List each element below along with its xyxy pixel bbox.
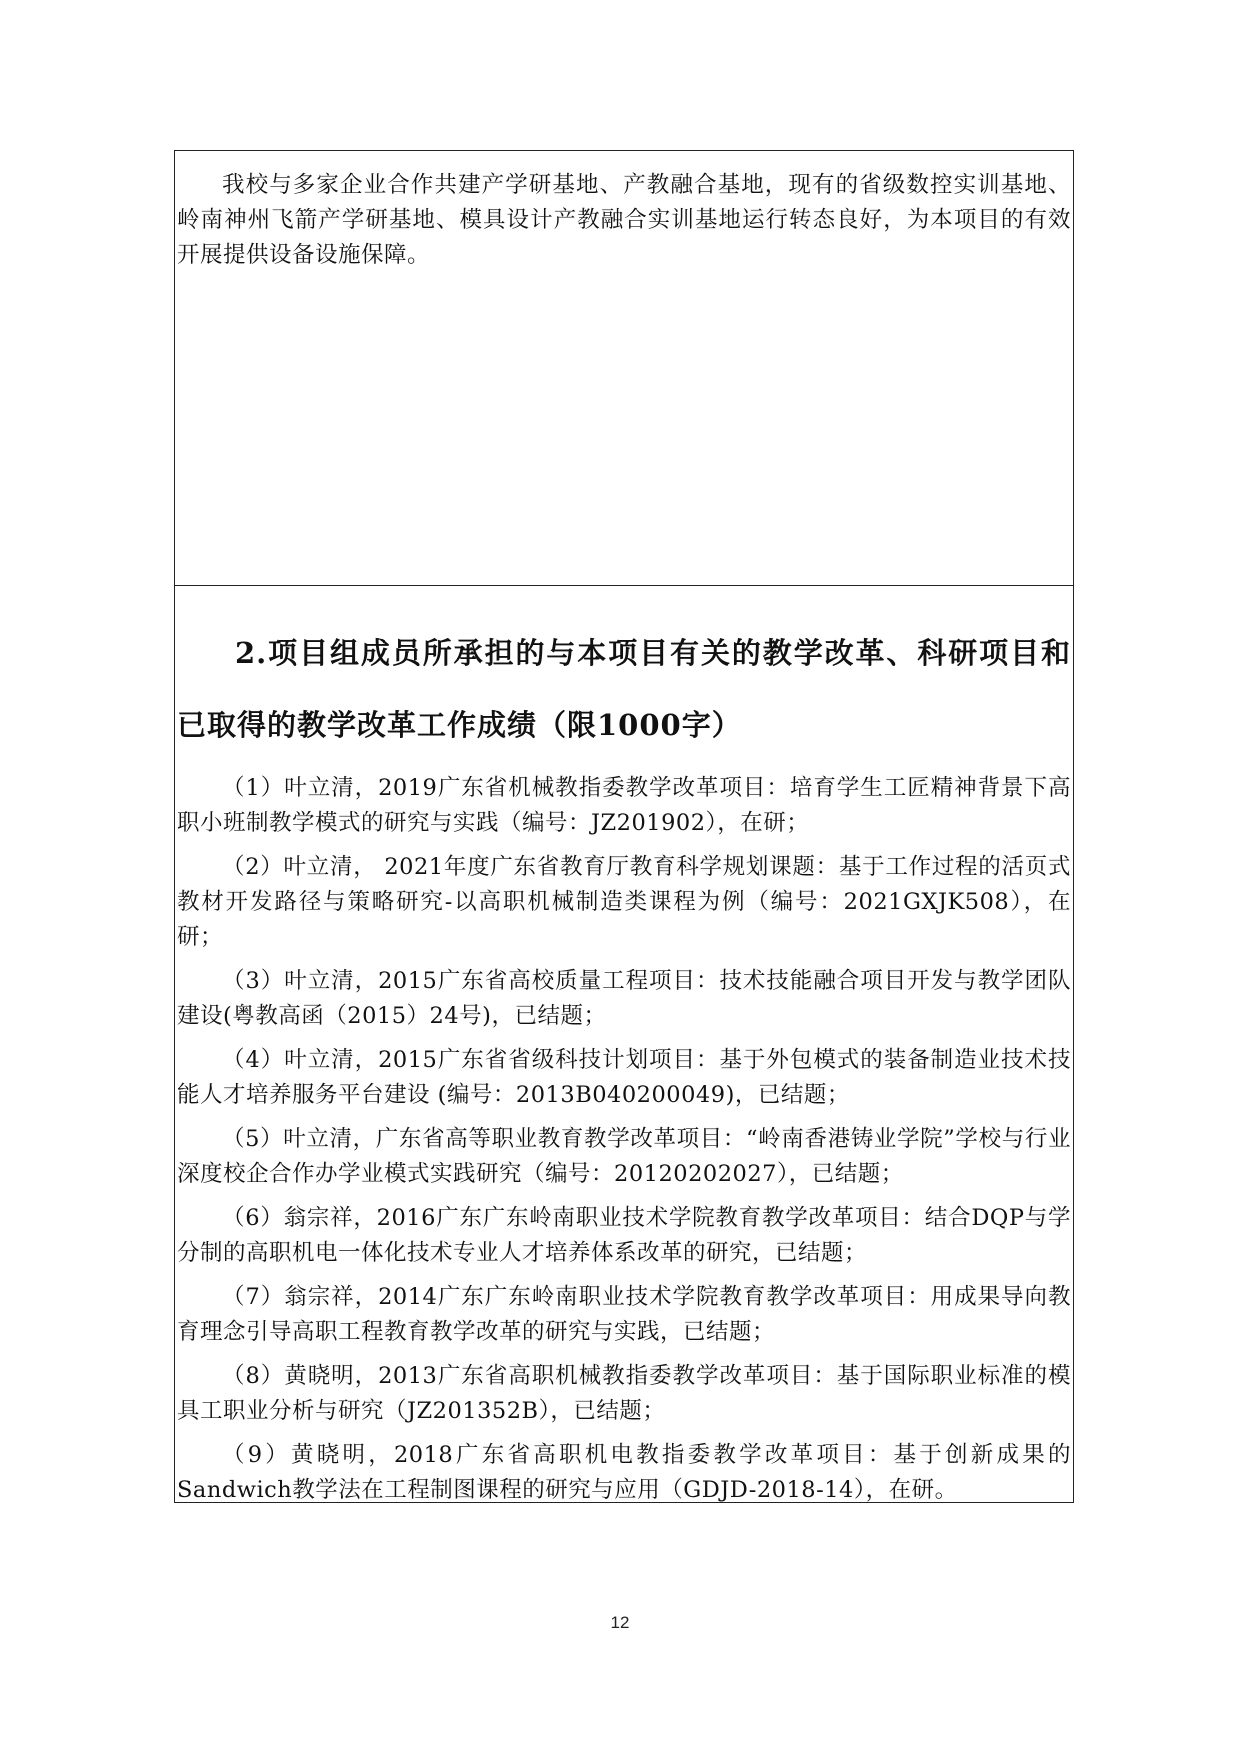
list-item: （8）黄晓明，2013广东省高职机械教指委教学改革项目：基于国际职业标准的模具工职业分析与研究（JZ201352B），已结题； bbox=[177, 1363, 1071, 1424]
project-list bbox=[175, 761, 1073, 1508]
list-item: （1）叶立清，2019广东省机械教指委教学改革项目：培育学生工匠精神背景下高职小班制教学模式的研究与实践（编号：JZ201902），在研； bbox=[177, 775, 1071, 836]
facilities-cell bbox=[174, 150, 1074, 586]
page-number: 12 bbox=[610, 1613, 630, 1632]
list-item: （2）叶立清， 2021年度广东省教育厅教育科学规划课题：基于工作过程的活页式教材开发路径与策略研究-以高职机械制造类课程为例（编号：2021GXJK508），在研； bbox=[177, 854, 1071, 950]
list-item: （9）黄晓明，2018广东省高职机电教指委教学改革项目：基于创新成果的Sandwich教学法在工程制图课程的研究与应用（GDJD-2018-14），在研。 bbox=[177, 1442, 1071, 1503]
achievements-cell bbox=[174, 585, 1074, 1503]
list-item: （5）叶立清，广东省高等职业教育教学改革项目：“岭南香港铸业学院”学校与行业深度校企合作办学业模式实践研究（编号：20120202027），已结题； bbox=[177, 1126, 1071, 1187]
facilities-paragraph: 我校与多家企业合作共建产学研基地、产教融合基地，现有的省级数控实训基地、岭南神州飞箭产学研基地、模具设计产教融合实训基地运行转态良好，为本项目的有效开展提供设备设施保障。 bbox=[177, 172, 1071, 268]
list-item: （7）翁宗祥，2014广东广东岭南职业技术学院教育教学改革项目：用成果导向教育理念引导高职工程教育教学改革的研究与实践，已结题； bbox=[177, 1284, 1071, 1345]
section-heading: 2.项目组成员所承担的与本项目有关的教学改革、科研项目和已取得的教学改革工作成绩（限1000字） bbox=[177, 636, 1071, 742]
list-item: （6）翁宗祥，2016广东广东岭南职业技术学院教育教学改革项目：结合DQP与学分制的高职机电一体化技术专业人才培养体系改革的研究，已结题； bbox=[177, 1205, 1071, 1266]
list-item: （3）叶立清，2015广东省高校质量工程项目：技术技能融合项目开发与教学团队建设(粤教高函（2015）24号)，已结题； bbox=[177, 968, 1071, 1029]
list-item: （4）叶立清，2015广东省省级科技计划项目：基于外包模式的装备制造业技术技能人才培养服务平台建设 (编号：2013B040200049)，已结题； bbox=[177, 1047, 1071, 1108]
